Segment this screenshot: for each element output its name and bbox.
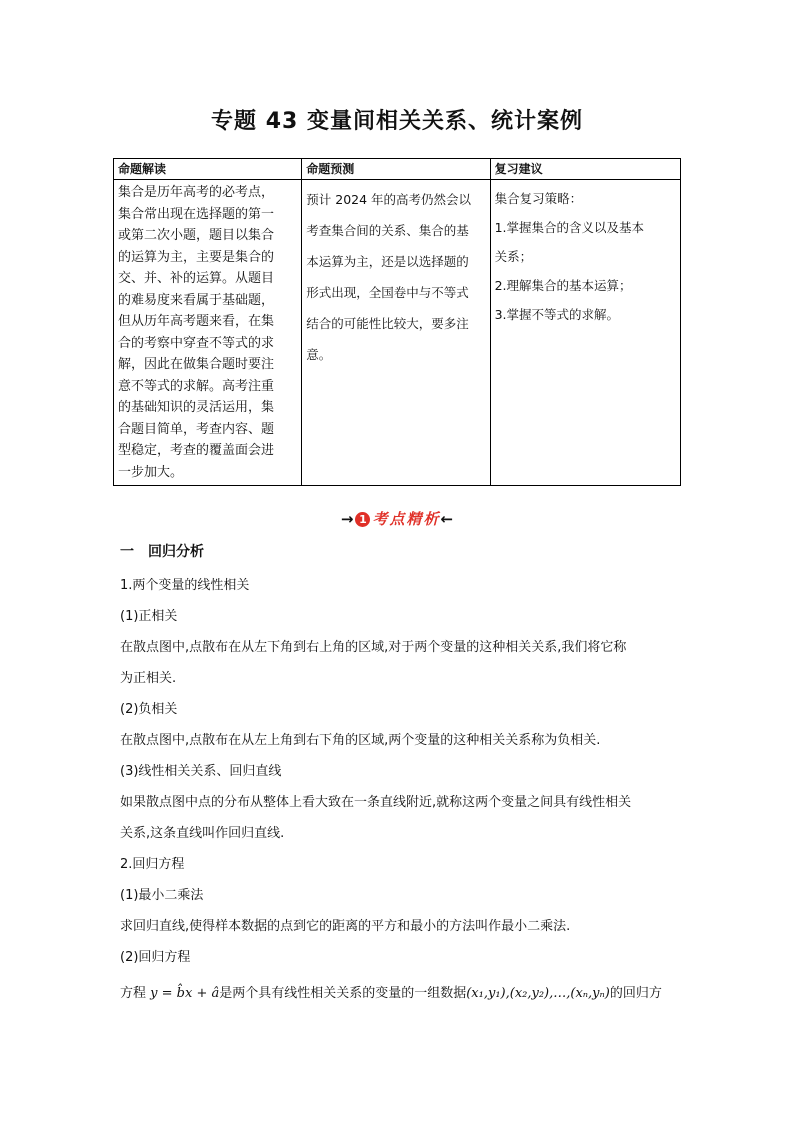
paragraph-line-formula	[120, 982, 662, 1001]
paragraph-line: 为正相关.	[120, 671, 177, 686]
cell-interpretation	[114, 180, 302, 486]
cell-prediction	[302, 180, 490, 486]
table-header-row	[114, 159, 681, 180]
paragraph-line: 在散点图中,点散布在从左上角到右下角的区域,两个变量的这种相关关系称为负相关.	[120, 733, 601, 748]
interpretation-text: 集合是历年高考的必考点， 集合常出现在选择题的第一 或第二次小题，题目以集合 的运算为主，主要是集合的 交、并、补的运算。从题目 的难易度来看属于基础题， 但从历年高考题来看，在集 合的考察中穿查不等式的求 解，因此在做集合题时要注 意不等式的求解。高考注重 的基础知识的灵活运用，集 合题目简单，考查内容、题 型稳定，考查的覆盖面会进 一步加大。	[118, 185, 275, 480]
header-review-advice: 复习建议	[490, 159, 680, 180]
data-points-formula: (x₁,y₁),(x₂,y₂),…,(xₙ,yₙ)	[466, 986, 610, 1001]
subheading-least-squares: (1)最小二乘法	[120, 888, 204, 903]
prediction-text: 预计 2024 年的高考仍然会以 考查集合间的关系、集合的基 本运算为主，还是以选择题的 形式出现，全国卷中与不等式 结合的可能性比较大，要多注 意。	[306, 192, 472, 362]
subheading-regression-equation: 2.回归方程	[120, 857, 185, 872]
cell-review-advice	[490, 180, 680, 486]
overview-table	[113, 158, 681, 486]
formula-suffix: 的回归方	[609, 986, 662, 1001]
section-label: 考点精析	[372, 510, 441, 528]
subheading-negative-correlation: (2)负相关	[120, 702, 178, 717]
section-banner	[0, 508, 794, 529]
subheading-regression-line: (3)线性相关关系、回归直线	[120, 764, 282, 779]
arrow-left-icon: ←	[440, 510, 454, 528]
subheading-positive-correlation: (1)正相关	[120, 609, 178, 624]
heading-regression-analysis: 一 回归分析	[120, 544, 204, 560]
header-interpretation: 命题解读	[114, 159, 302, 180]
review-advice-text: 集合复习策略： 1.掌握集合的含义以及基本 关系； 2.理解集合的基本运算； 3.掌握不等式的求解。	[494, 191, 644, 322]
subheading-regression-equation-2: (2)回归方程	[120, 950, 191, 965]
paragraph-line: 如果散点图中点的分布从整体上看大致在一条直线附近,就称这两个变量之间具有线性相关	[120, 795, 632, 810]
paragraph-line: 在散点图中,点散布在从左下角到右上角的区域,对于两个变量的这种相关关系,我们将它称	[120, 640, 627, 655]
header-prediction: 命题预测	[302, 159, 490, 180]
formula-mid: 是两个具有线性相关关系的变量的一组数据	[219, 986, 467, 1001]
page-title: 专题 43 变量间相关关系、统计案例	[211, 109, 583, 134]
arrow-right-icon: →	[340, 510, 354, 528]
regression-formula: y = b̂x + â	[150, 986, 220, 1001]
formula-prefix: 方程	[120, 986, 147, 1001]
paragraph-line: 关系,这条直线叫作回归直线.	[120, 826, 285, 841]
number-badge: 1	[355, 512, 370, 527]
table-row	[114, 180, 681, 486]
paragraph-line: 求回归直线,使得样本数据的点到它的距离的平方和最小的方法叫作最小二乘法.	[120, 919, 571, 934]
subheading-linear-correlation: 1.两个变量的线性相关	[120, 578, 250, 593]
